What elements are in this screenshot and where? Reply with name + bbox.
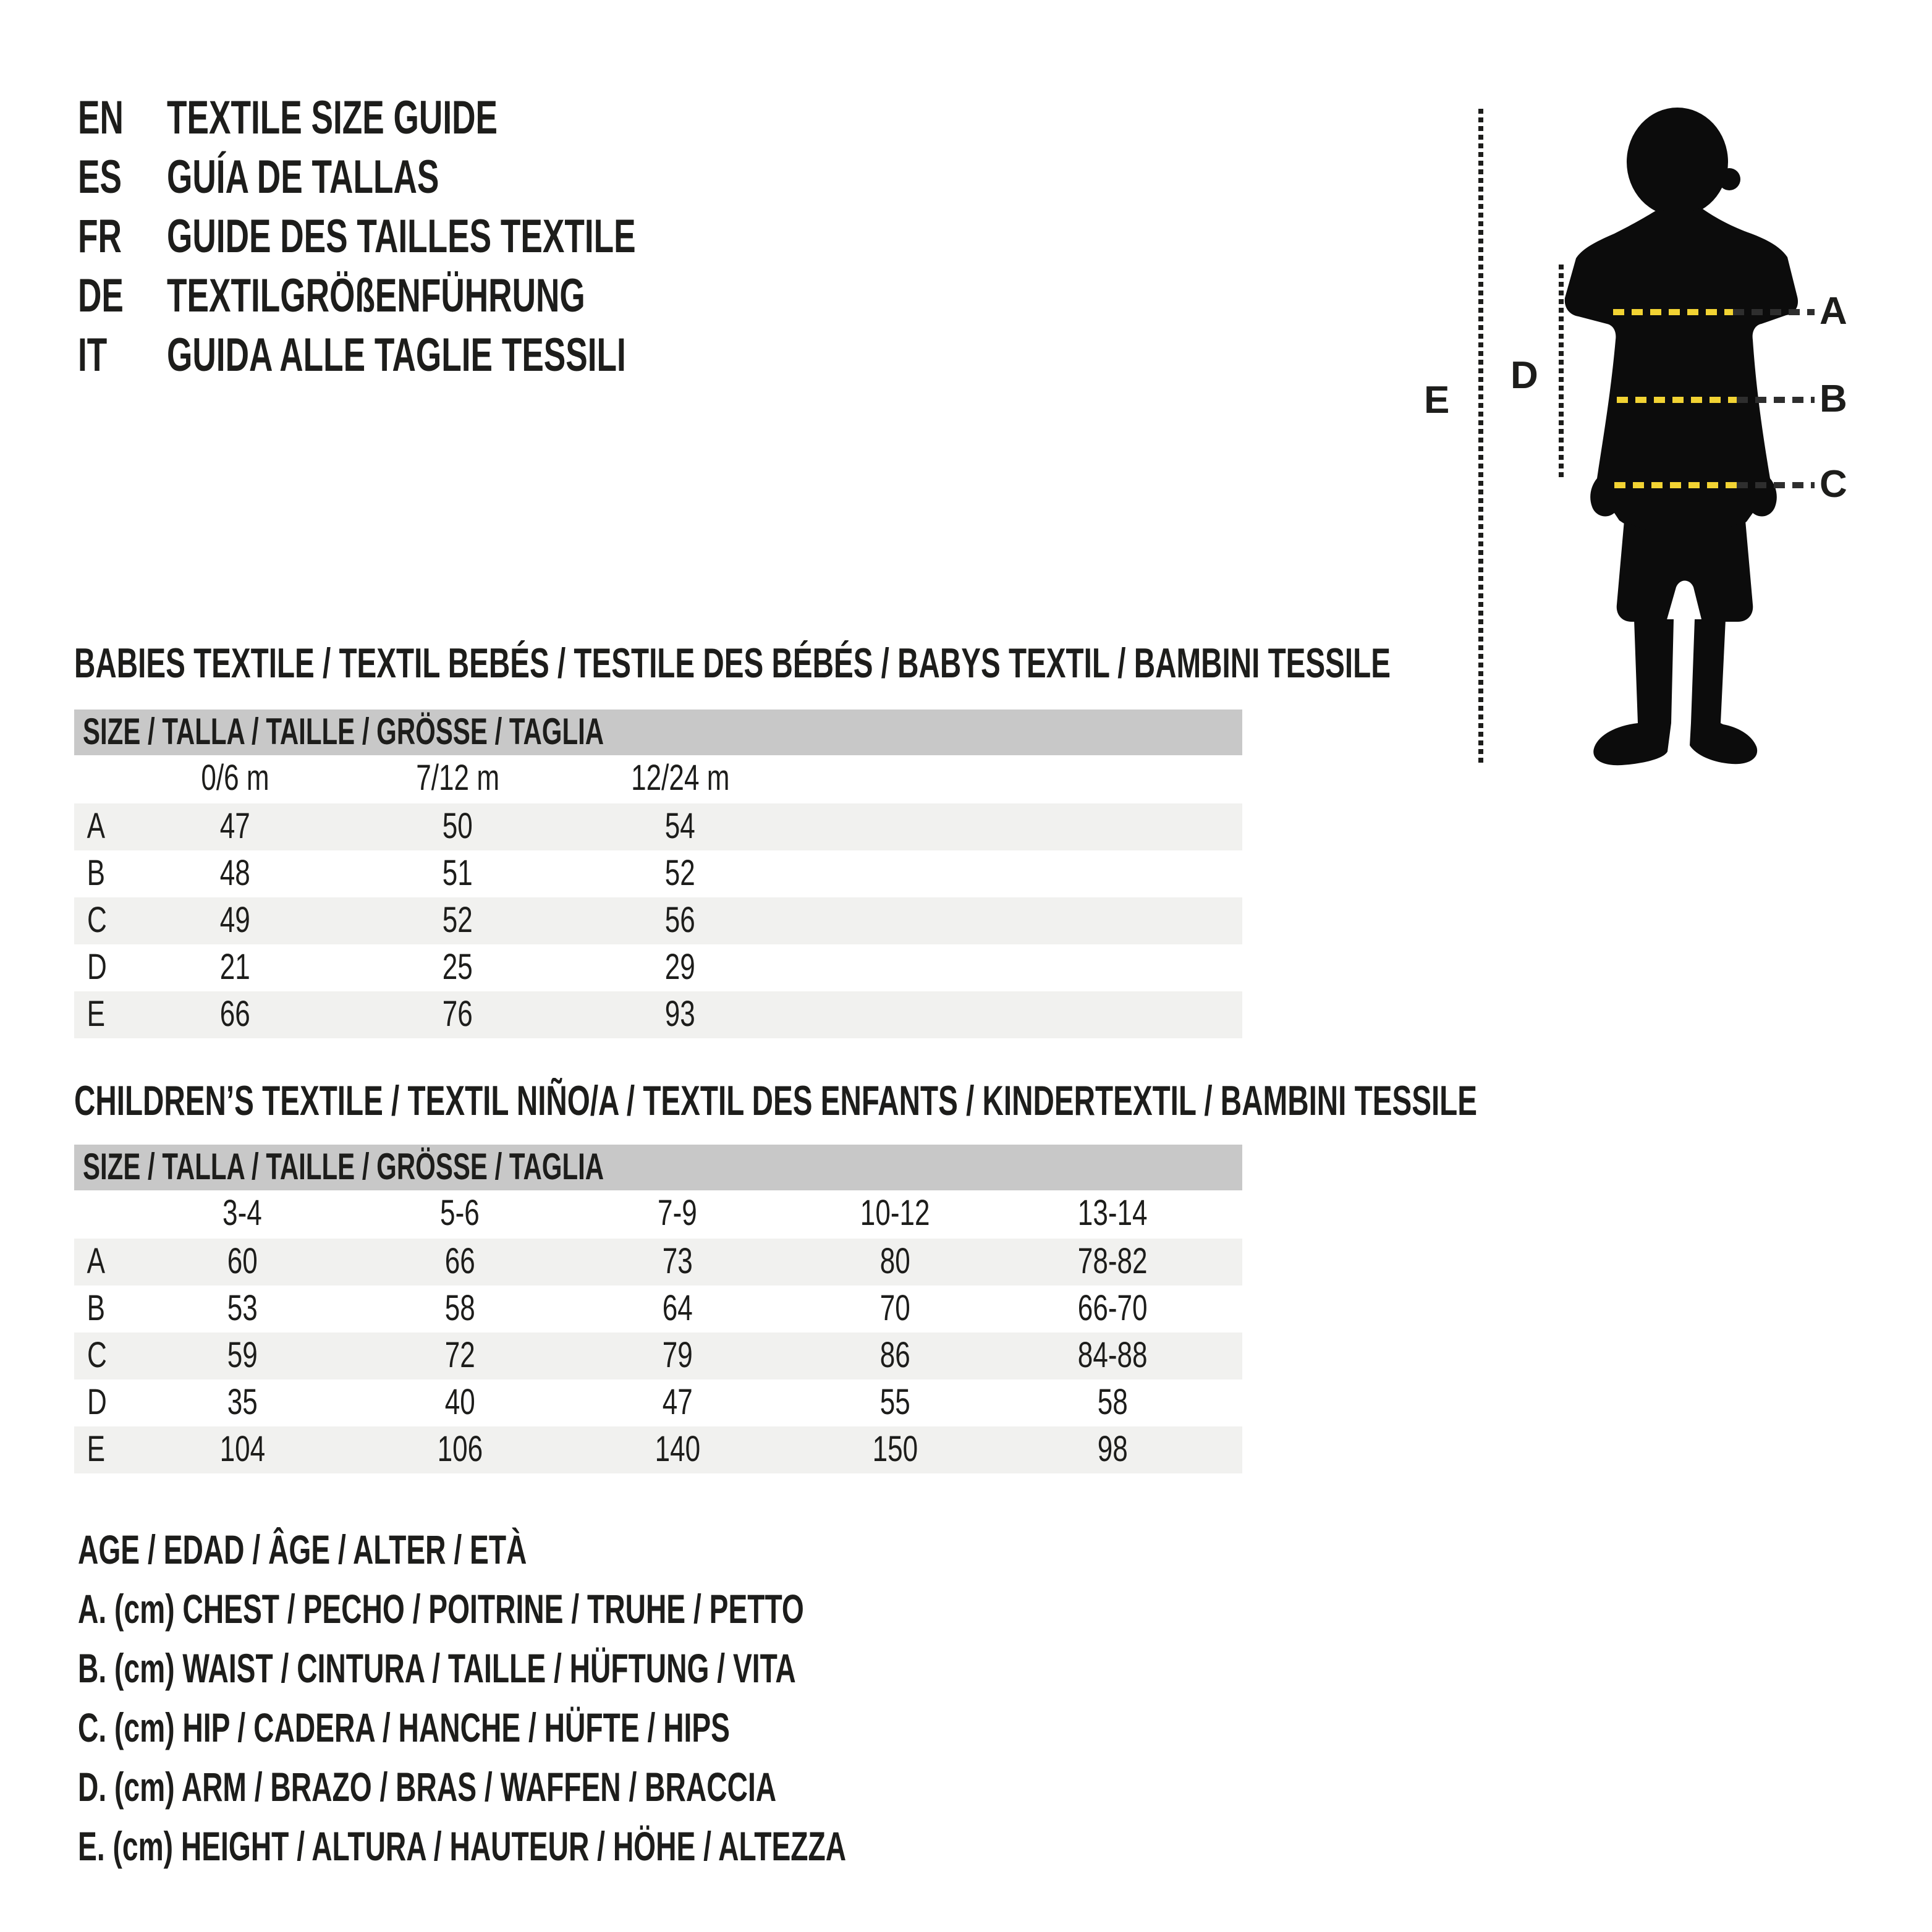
table-cell <box>133 1286 351 1332</box>
cell-value: 72 <box>444 1336 475 1376</box>
cell-value: 56 <box>664 901 695 941</box>
cell-value: 66 <box>219 995 250 1035</box>
column-header <box>569 1190 786 1239</box>
cell-value: 86 <box>879 1336 910 1376</box>
arm-measure-line <box>1559 265 1564 480</box>
waist-measure-line-yellow <box>1617 397 1737 403</box>
row-label-text: E <box>87 1430 106 1470</box>
language-code <box>78 89 167 148</box>
cell-value: 53 <box>227 1289 258 1329</box>
table-cell <box>569 803 791 850</box>
cell-value: 52 <box>442 901 473 941</box>
table-cell <box>786 1426 1004 1473</box>
cell-value: 76 <box>442 995 473 1035</box>
row-label-text: A <box>87 807 106 847</box>
cell-value: 51 <box>442 854 473 894</box>
table-cell <box>124 991 346 1038</box>
table-cell <box>133 1332 351 1379</box>
table-cell <box>1004 1286 1221 1332</box>
table-cell <box>346 944 569 991</box>
cell-value: 40 <box>444 1383 475 1423</box>
row-label-text: C <box>87 1336 107 1376</box>
row-label <box>74 803 124 850</box>
children-section-heading <box>74 1075 1932 1127</box>
cell-value: 49 <box>219 901 250 941</box>
table-row-a <box>74 1239 1242 1286</box>
cell-value: 150 <box>872 1430 918 1470</box>
table-cell <box>351 1332 569 1379</box>
measure-label-d: D <box>1510 354 1538 397</box>
table-cell <box>351 1239 569 1286</box>
table-cell <box>346 897 569 944</box>
cell-value: 60 <box>227 1242 258 1282</box>
table-cell <box>569 991 791 1038</box>
row-label-text: D <box>87 948 107 988</box>
measure-label-a: A <box>1820 289 1847 333</box>
table-cell <box>1004 1332 1221 1379</box>
size-header-text: SIZE / TALLA / TAILLE / GRÖSSE / TAGLIA <box>83 1147 604 1188</box>
cell-value: 54 <box>664 807 695 847</box>
cell-value: 59 <box>227 1336 258 1376</box>
table-cell <box>569 897 791 944</box>
row-label <box>74 1239 133 1286</box>
children-section-heading-text: CHILDREN’S TEXTILE / TEXTIL NIÑO/A / TEXTIL DES ENFANTS / KINDERTEXTIL / BAMBINI TESSILE <box>74 1078 1478 1125</box>
language-code <box>78 267 167 326</box>
table-row-b <box>74 850 1242 897</box>
row-label <box>74 1332 133 1379</box>
column-header-text: 5-6 <box>440 1194 480 1234</box>
row-label-text: A <box>87 1242 106 1282</box>
column-header-spacer <box>74 1190 133 1239</box>
measure-label-c: C <box>1820 462 1847 506</box>
row-label <box>74 1426 133 1473</box>
chest-measure-line-yellow <box>1613 309 1733 315</box>
language-code <box>78 148 167 208</box>
row-label-text: D <box>87 1383 107 1423</box>
row-label-text: B <box>87 1289 106 1329</box>
cell-value: 55 <box>879 1383 910 1423</box>
legend-height-line <box>78 1817 1176 1876</box>
column-header-text: 13-14 <box>1077 1194 1148 1234</box>
table-cell <box>346 991 569 1038</box>
language-row-de <box>78 267 837 326</box>
table-cell <box>133 1426 351 1473</box>
column-header <box>351 1190 569 1239</box>
cell-value: 48 <box>219 854 250 894</box>
legend-text: E. (cm) HEIGHT / ALTURA / HAUTEUR / HÖHE / ALTEZZA <box>78 1823 847 1869</box>
cell-value: 47 <box>219 807 250 847</box>
table-row-a <box>74 803 1242 850</box>
table-row-b <box>74 1286 1242 1332</box>
cell-value: 64 <box>662 1289 693 1329</box>
column-header-spacer <box>74 755 124 803</box>
table-cell <box>133 1239 351 1286</box>
table-cell <box>569 1286 786 1332</box>
size-header-bar <box>74 1145 1242 1190</box>
cell-value: 25 <box>442 948 473 988</box>
table-cell <box>351 1426 569 1473</box>
row-label <box>74 850 124 897</box>
measurement-diagram <box>1360 74 1932 816</box>
language-row-en <box>78 89 837 148</box>
cell-value: 47 <box>662 1383 693 1423</box>
table-cell <box>351 1379 569 1426</box>
cell-value: 84-88 <box>1077 1336 1148 1376</box>
language-code <box>78 326 167 386</box>
table-cell <box>351 1286 569 1332</box>
column-header-text: 10-12 <box>860 1194 930 1234</box>
table-row-e <box>74 1426 1242 1473</box>
column-header-text: 7-9 <box>658 1194 697 1234</box>
legend-text: AGE / EDAD / ÂGE / ALTER / ETÀ <box>78 1527 527 1572</box>
row-label <box>74 1379 133 1426</box>
column-header <box>346 755 569 803</box>
babies-size-table <box>74 710 1242 1038</box>
table-cell <box>569 1239 786 1286</box>
guide-title: GUIDE DES TAILLES TEXTILE <box>167 211 636 263</box>
cell-value: 78-82 <box>1077 1242 1148 1282</box>
cell-value: 98 <box>1097 1430 1128 1470</box>
language-code-text: EN <box>78 93 124 145</box>
row-label <box>74 897 124 944</box>
size-header-text: SIZE / TALLA / TAILLE / GRÖSSE / TAGLIA <box>83 712 604 753</box>
language-title-list <box>78 89 837 386</box>
cell-value: 104 <box>219 1430 265 1470</box>
row-label <box>74 1286 133 1332</box>
language-row-es <box>78 148 837 208</box>
table-cell <box>569 1379 786 1426</box>
column-header <box>569 755 791 803</box>
guide-title: GUÍA DE TALLAS <box>167 152 439 204</box>
row-label <box>74 991 124 1038</box>
row-label <box>74 944 124 991</box>
measure-label-e: E <box>1424 378 1450 422</box>
cell-value: 21 <box>219 948 250 988</box>
language-code-text: DE <box>78 271 124 323</box>
size-header-bar <box>74 710 1242 755</box>
legend-arm-line <box>78 1758 1176 1817</box>
table-row-c <box>74 897 1242 944</box>
table-cell <box>786 1332 1004 1379</box>
table-cell <box>346 850 569 897</box>
table-cell <box>124 944 346 991</box>
table-cell <box>133 1379 351 1426</box>
table-cell <box>786 1239 1004 1286</box>
cell-value: 52 <box>664 854 695 894</box>
child-silhouette-image <box>1560 105 1807 797</box>
column-header-row <box>74 1190 1242 1239</box>
chest-measure-line-dark <box>1733 309 1815 315</box>
cell-value: 79 <box>662 1336 693 1376</box>
table-cell <box>346 803 569 850</box>
language-code-text: ES <box>78 152 122 204</box>
table-cell <box>1004 1426 1221 1473</box>
hip-measure-line-yellow <box>1614 482 1737 488</box>
row-label-text: B <box>87 854 106 894</box>
language-row-fr <box>78 208 837 267</box>
language-code-text: IT <box>78 330 108 382</box>
babies-section-heading <box>74 638 1932 690</box>
column-header-text: 0/6 m <box>200 759 269 799</box>
column-header-row <box>74 755 1242 803</box>
language-row-it <box>78 326 837 386</box>
legend-text: A. (cm) CHEST / PECHO / POITRINE / TRUHE / PETTO <box>78 1586 804 1632</box>
table-cell <box>1004 1239 1221 1286</box>
cell-value: 140 <box>655 1430 700 1470</box>
cell-value: 58 <box>444 1289 475 1329</box>
row-label-text: C <box>87 901 107 941</box>
legend-text: B. (cm) WAIST / CINTURA / TAILLE / HÜFTUNG / VITA <box>78 1645 796 1691</box>
row-label-text: E <box>87 995 106 1035</box>
cell-value: 29 <box>664 948 695 988</box>
table-cell <box>124 850 346 897</box>
table-cell <box>786 1286 1004 1332</box>
language-code-text: FR <box>78 211 122 263</box>
column-header <box>133 1190 351 1239</box>
children-size-table <box>74 1145 1242 1473</box>
table-cell <box>124 803 346 850</box>
table-cell <box>569 1332 786 1379</box>
cell-value: 35 <box>227 1383 258 1423</box>
legend-age-line <box>78 1520 1176 1580</box>
cell-value: 106 <box>437 1430 483 1470</box>
column-header-text: 12/24 m <box>630 759 729 799</box>
table-row-d <box>74 1379 1242 1426</box>
hip-measure-line-dark <box>1737 482 1815 488</box>
babies-section-heading-text: BABIES TEXTILE / TEXTIL BEBÉS / TESTILE DES BÉBÉS / BABYS TEXTIL / BAMBINI TESSILE <box>74 640 1391 687</box>
legend-text: C. (cm) HIP / CADERA / HANCHE / HÜFTE / HIPS <box>78 1705 731 1750</box>
cell-value: 80 <box>879 1242 910 1282</box>
cell-value: 58 <box>1097 1383 1128 1423</box>
cell-value: 50 <box>442 807 473 847</box>
table-cell <box>786 1379 1004 1426</box>
cell-value: 73 <box>662 1242 693 1282</box>
column-header <box>786 1190 1004 1239</box>
cell-value: 66 <box>444 1242 475 1282</box>
column-header-text: 7/12 m <box>415 759 499 799</box>
column-header-text: 3-4 <box>222 1194 262 1234</box>
cell-value: 70 <box>879 1289 910 1329</box>
column-header <box>124 755 346 803</box>
table-row-c <box>74 1332 1242 1379</box>
table-cell <box>124 897 346 944</box>
measure-label-b: B <box>1820 377 1847 420</box>
table-cell <box>1004 1379 1221 1426</box>
guide-title: TEXTILE SIZE GUIDE <box>167 93 498 145</box>
waist-measure-line-dark <box>1737 397 1815 403</box>
column-header <box>1004 1190 1221 1239</box>
legend-waist-line <box>78 1639 1176 1698</box>
measurement-legend <box>78 1520 1176 1876</box>
legend-text: D. (cm) ARM / BRAZO / BRAS / WAFFEN / BRACCIA <box>78 1764 777 1810</box>
cell-value: 93 <box>664 995 695 1035</box>
guide-title: TEXTILGRÖßENFÜHRUNG <box>167 271 585 323</box>
cell-value: 66-70 <box>1077 1289 1148 1329</box>
legend-chest-line <box>78 1580 1176 1639</box>
language-code <box>78 208 167 267</box>
table-row-e <box>74 991 1242 1038</box>
table-cell <box>569 944 791 991</box>
table-cell <box>569 850 791 897</box>
table-row-d <box>74 944 1242 991</box>
guide-title: GUIDA ALLE TAGLIE TESSILI <box>167 330 626 382</box>
table-cell <box>569 1426 786 1473</box>
legend-hip-line <box>78 1698 1176 1758</box>
